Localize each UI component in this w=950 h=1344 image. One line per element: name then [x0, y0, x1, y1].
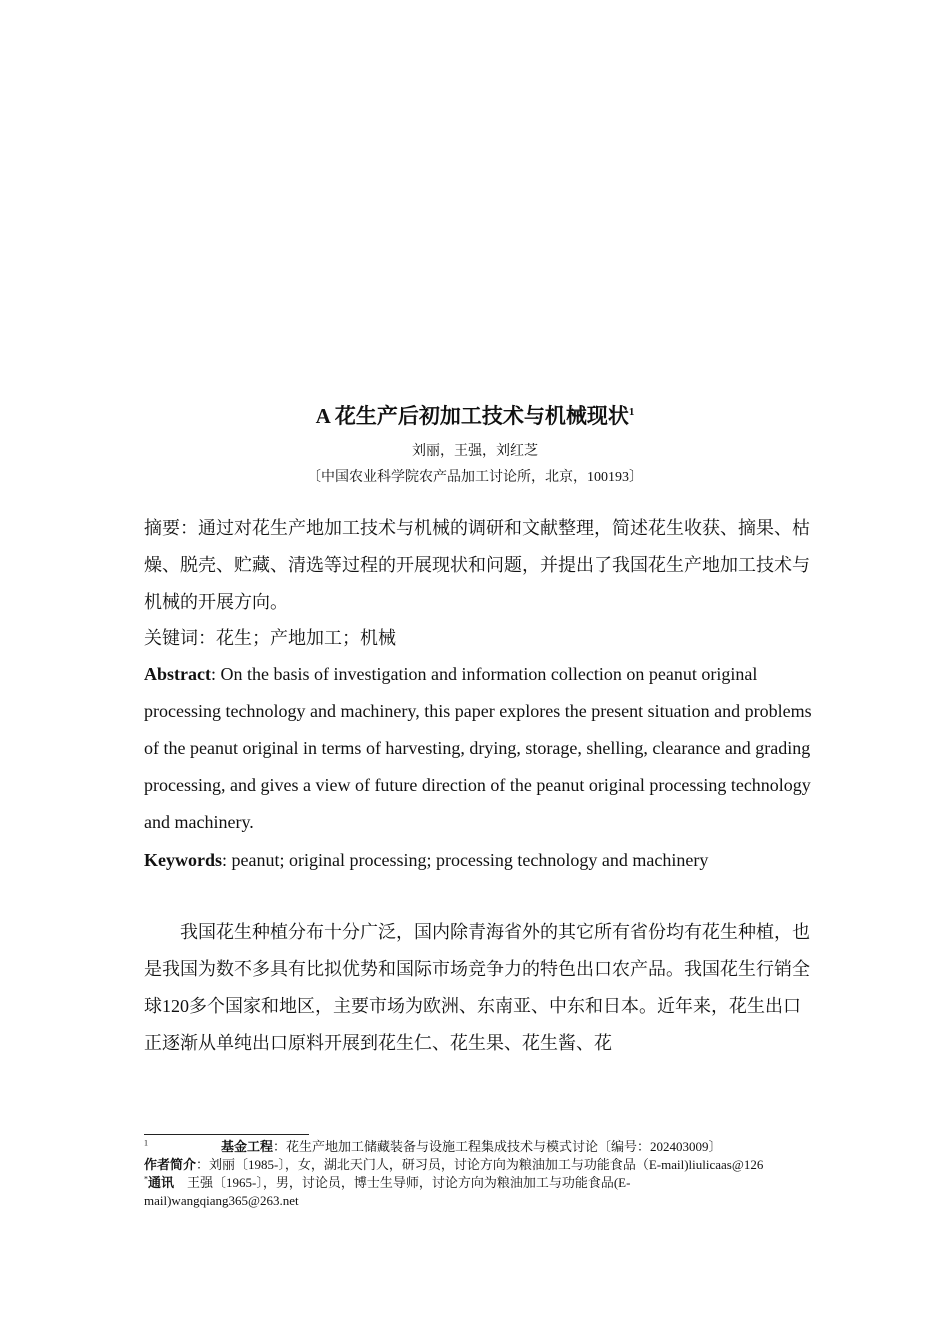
corresponding-mark: *: [144, 1174, 148, 1184]
abstract-english-text: : On the basis of investigation and information collection on peanut original processing technology and machinery, this paper explores the present situation and problems of the peanut original in terms of harvesting, drying, storage, shelling, clearance and grading processing, and gives a view of future direction of the peanut original processing technology and machinery.: [144, 664, 812, 832]
corresponding-label: 通讯: [148, 1175, 175, 1190]
body-paragraph: 我国花生种植分布十分广泛，国内除青海省外的其它所有省份均有花生种植，也是我国为数不多具有比拟优势和国际市场竞争力的特色出口农产品。我国花生行销全球120多个国家和地区，主要市场为欧洲、东南亚、中东和日本。近年来，花生出口正逐渐从单纯出口原料开展到花生仁、花生果、花生酱、花: [144, 922, 810, 1053]
keywords-label: Keywords: [144, 850, 222, 870]
footnotes: [144, 1138, 764, 1210]
title-text: A 花生产后初加工技术与机械现状: [315, 404, 629, 428]
keywords-english: [144, 842, 814, 879]
author-intro-text: ：刘丽〔1985-〕，女，湖北天门人，研习员，讨论方向为粮油加工与功能食品（E-mail)liulicaas@126: [196, 1157, 764, 1172]
affiliation: 〔中国农业科学院农产品加工讨论所，北京，100193〕: [307, 470, 643, 485]
fund-text: ：花生产地加工储藏装备与设施工程集成技术与模式讨论〔编号：202403009〕: [273, 1139, 722, 1154]
footnote-fund: [144, 1138, 764, 1156]
keywords-chinese: 关键词：花生；产地加工；机械: [144, 628, 396, 648]
footnote-corresponding: [144, 1174, 764, 1210]
corresponding-text: 王强〔1965-〕，男，讨论员，博士生导师，讨论方向为粮油加工与功能食品(E-mail)wangqiang365@263.net: [144, 1175, 631, 1208]
abstract-label: Abstract: [144, 664, 211, 684]
fund-label: 基金工程: [221, 1139, 274, 1154]
keywords-english-text: : peanut; original processing; processing technology and machinery: [222, 850, 709, 870]
footnote-divider: [144, 1134, 309, 1135]
abstract-chinese: 摘要：通过对花生产地加工技术与机械的调研和文献整理，简述花生收获、摘果、枯燥、脱壳、贮藏、清选等过程的开展现状和问题，并提出了我国花生产地加工技术与机械的开展方向。: [144, 518, 810, 612]
abstract-english: [144, 656, 814, 841]
paper-title: [0, 401, 950, 431]
footnote-author-intro: [144, 1156, 764, 1174]
title-footnote-mark: 1: [628, 406, 635, 418]
footnote-number: 1: [144, 1138, 148, 1148]
author-intro-label: 作者简介: [144, 1157, 197, 1172]
authors: 刘丽，王强，刘红芝: [412, 444, 538, 459]
